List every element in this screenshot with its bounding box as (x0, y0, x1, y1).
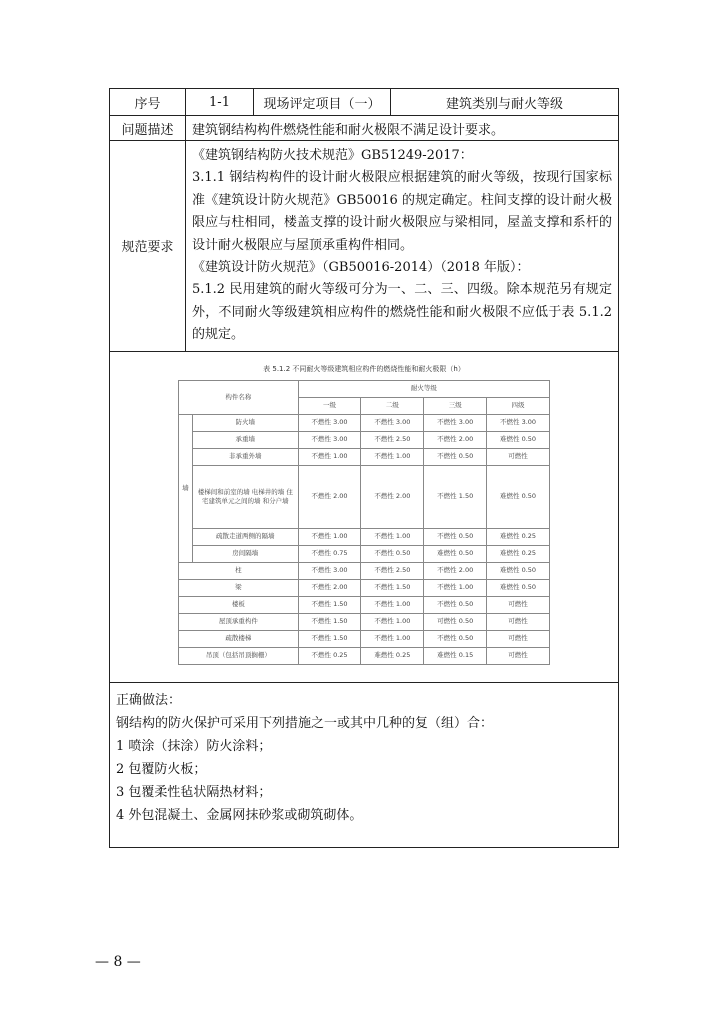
category-label: 建筑类别与耐火等级 (391, 89, 619, 116)
rating-cell: 不燃性 1.00 (424, 579, 487, 596)
fire-table-row (179, 613, 550, 630)
rating-cell: 可燃性 (487, 596, 550, 613)
rating-cell: 不燃性 2.50 (361, 431, 424, 448)
component-name: 承重墙 (192, 431, 298, 448)
rating-cell: 不燃性 1.50 (298, 630, 361, 647)
rating-cell: 不燃性 3.00 (298, 562, 361, 579)
component-name: 楼板 (179, 596, 299, 613)
standard-row (110, 141, 619, 352)
rating-cell: 不燃性 1.00 (298, 528, 361, 545)
component-name: 疏散楼梯 (179, 630, 299, 647)
rating-cell: 不燃性 3.00 (361, 414, 424, 431)
rating-cell: 不燃性 0.50 (361, 545, 424, 562)
table-image-row (110, 351, 619, 682)
rating-cell: 不燃性 1.00 (298, 448, 361, 465)
fire-table-head-row (179, 380, 550, 397)
standard-line: 《建筑设计防火规范》（GB50016-2014）（2018 年版）： (192, 260, 530, 276)
rating-cell: 不燃性 0.25 (298, 647, 361, 664)
rating-cell: 可燃性 0.50 (424, 613, 487, 630)
fix-row (110, 682, 619, 847)
correct-method (110, 682, 619, 847)
rating-cell: 不燃性 0.50 (424, 630, 487, 647)
standard-line: 5.1.2 民用建筑的耐火等级可分为一、二、三、四级。除本规范另有规定外，不同耐火等级建筑相应构件的燃烧性能和耐火极限不应低于表 5.1.2 的规定。 (192, 282, 612, 343)
rating-cell: 难燃性 0.15 (424, 647, 487, 664)
component-name: 梁 (179, 579, 299, 596)
grade-3: 三级 (424, 397, 487, 414)
fire-rating-table-cell (110, 351, 619, 682)
rating-cell: 不燃性 1.50 (298, 596, 361, 613)
standard-label: 规范要求 (110, 141, 186, 352)
rating-cell: 可燃性 (487, 448, 550, 465)
fire-rating-table (178, 380, 550, 665)
rating-cell: 不燃性 2.50 (361, 562, 424, 579)
component-name: 防火墙 (192, 414, 298, 431)
component-name: 屋顶承重构件 (179, 613, 299, 630)
component-name: 楼梯间和前室的墙 电梯井的墙 住宅建筑单元之间的墙 和分户墙 (192, 465, 298, 528)
rating-cell: 不燃性 0.50 (424, 448, 487, 465)
component-name: 房间隔墙 (192, 545, 298, 562)
fix-line: 钢结构的防火保护可采用下列措施之一或其中几种的复（组）合： (116, 715, 494, 731)
fix-line: 2 包覆防火板； (116, 761, 207, 777)
rating-cell: 不燃性 1.50 (424, 465, 487, 528)
rating-cell: 不燃性 3.00 (487, 414, 550, 431)
fire-table-row (179, 545, 550, 562)
rating-cell: 可燃性 (487, 613, 550, 630)
rating-cell: 不燃性 1.50 (298, 613, 361, 630)
page-number: — 8 — (95, 954, 141, 970)
rating-cell: 不燃性 3.00 (298, 431, 361, 448)
component-name: 吊顶（包括吊顶搁栅） (179, 647, 299, 664)
fire-table-row (179, 579, 550, 596)
rating-cell: 不燃性 3.00 (298, 414, 361, 431)
fire-table-row (179, 528, 550, 545)
rating-cell: 可燃性 (487, 647, 550, 664)
evaluation-table (109, 88, 619, 848)
rating-cell: 难燃性 0.50 (487, 562, 550, 579)
rating-cell: 难燃性 0.25 (361, 647, 424, 664)
rating-cell: 难燃性 0.50 (487, 465, 550, 528)
fix-line: 1 喷涂（抹涂）防火涂料； (116, 738, 272, 754)
grade-2: 二级 (361, 397, 424, 414)
standard-text (186, 141, 619, 352)
header-row (110, 89, 619, 116)
rating-cell: 不燃性 1.00 (361, 448, 424, 465)
rating-cell: 不燃性 1.00 (361, 613, 424, 630)
grade-4: 四级 (487, 397, 550, 414)
fire-table-row (179, 647, 550, 664)
rating-cell: 不燃性 2.00 (361, 465, 424, 528)
description-text: 建筑钢结构构件燃烧性能和耐火极限不满足设计要求。 (186, 116, 619, 141)
rating-cell: 不燃性 2.00 (424, 562, 487, 579)
fire-table-row (179, 562, 550, 579)
fire-table-title: 表 5.1.2 不同耐火等级建筑相应构件的燃烧性能和耐火极限（h） (263, 364, 465, 373)
rating-cell: 不燃性 0.50 (424, 596, 487, 613)
fire-table-row (179, 448, 550, 465)
rating-cell: 难燃性 0.25 (487, 545, 550, 562)
rating-cell: 难燃性 0.50 (424, 545, 487, 562)
rating-cell: 不燃性 0.50 (424, 528, 487, 545)
rating-cell: 不燃性 1.00 (361, 596, 424, 613)
standard-line: 3.1.1 钢结构构件的设计耐火极限应根据建筑的耐火等级，按现行国家标准《建筑设计防火规范》GB50016 的规定确定。柱间支撑的设计耐火极限应与柱相同，楼盖支撑的设计耐火极限应与梁相同，屋盖支撑和系杆的设计耐火极限应与屋顶承重构件相同。 (192, 170, 612, 253)
component-name: 非承重外墙 (192, 448, 298, 465)
fire-table-row (179, 465, 550, 528)
component-name: 疏散走道两侧的隔墙 (192, 528, 298, 545)
rating-cell: 不燃性 2.00 (298, 465, 361, 528)
rating-cell: 不燃性 1.00 (361, 630, 424, 647)
fire-table-row (179, 596, 550, 613)
col-grade: 耐火等级 (298, 380, 549, 397)
fix-line: 正确做法： (116, 692, 182, 708)
standard-line: 《建筑钢结构防火技术规范》GB51249-2017： (192, 148, 473, 163)
item-label: 现场评定项目（一） (254, 89, 391, 116)
rating-cell: 不燃性 1.50 (361, 579, 424, 596)
fix-line: 4 外包混凝土、金属网抹砂浆或砌筑砌体。 (116, 807, 363, 823)
rating-cell: 不燃性 2.00 (424, 431, 487, 448)
col-component: 构件名称 (179, 380, 299, 414)
description-label: 问题描述 (110, 116, 186, 141)
fire-table-row (179, 630, 550, 647)
fire-table-row (179, 414, 550, 431)
rating-cell: 难燃性 0.25 (487, 528, 550, 545)
rating-cell: 不燃性 1.00 (361, 528, 424, 545)
rating-cell: 难燃性 0.50 (487, 431, 550, 448)
rating-cell: 不燃性 3.00 (424, 414, 487, 431)
seq-value: 1-1 (186, 89, 254, 116)
grade-1: 一级 (298, 397, 361, 414)
rating-cell: 不燃性 2.00 (298, 579, 361, 596)
component-name: 柱 (179, 562, 299, 579)
seq-label: 序号 (110, 89, 186, 116)
wall-group-label: 墙 (179, 414, 193, 562)
rating-cell: 难燃性 0.50 (487, 579, 550, 596)
fix-line: 3 包覆柔性毡状隔热材料； (116, 784, 272, 800)
rating-cell: 不燃性 0.75 (298, 545, 361, 562)
rating-cell: 可燃性 (487, 630, 550, 647)
description-row (110, 116, 619, 141)
fire-table-row (179, 431, 550, 448)
